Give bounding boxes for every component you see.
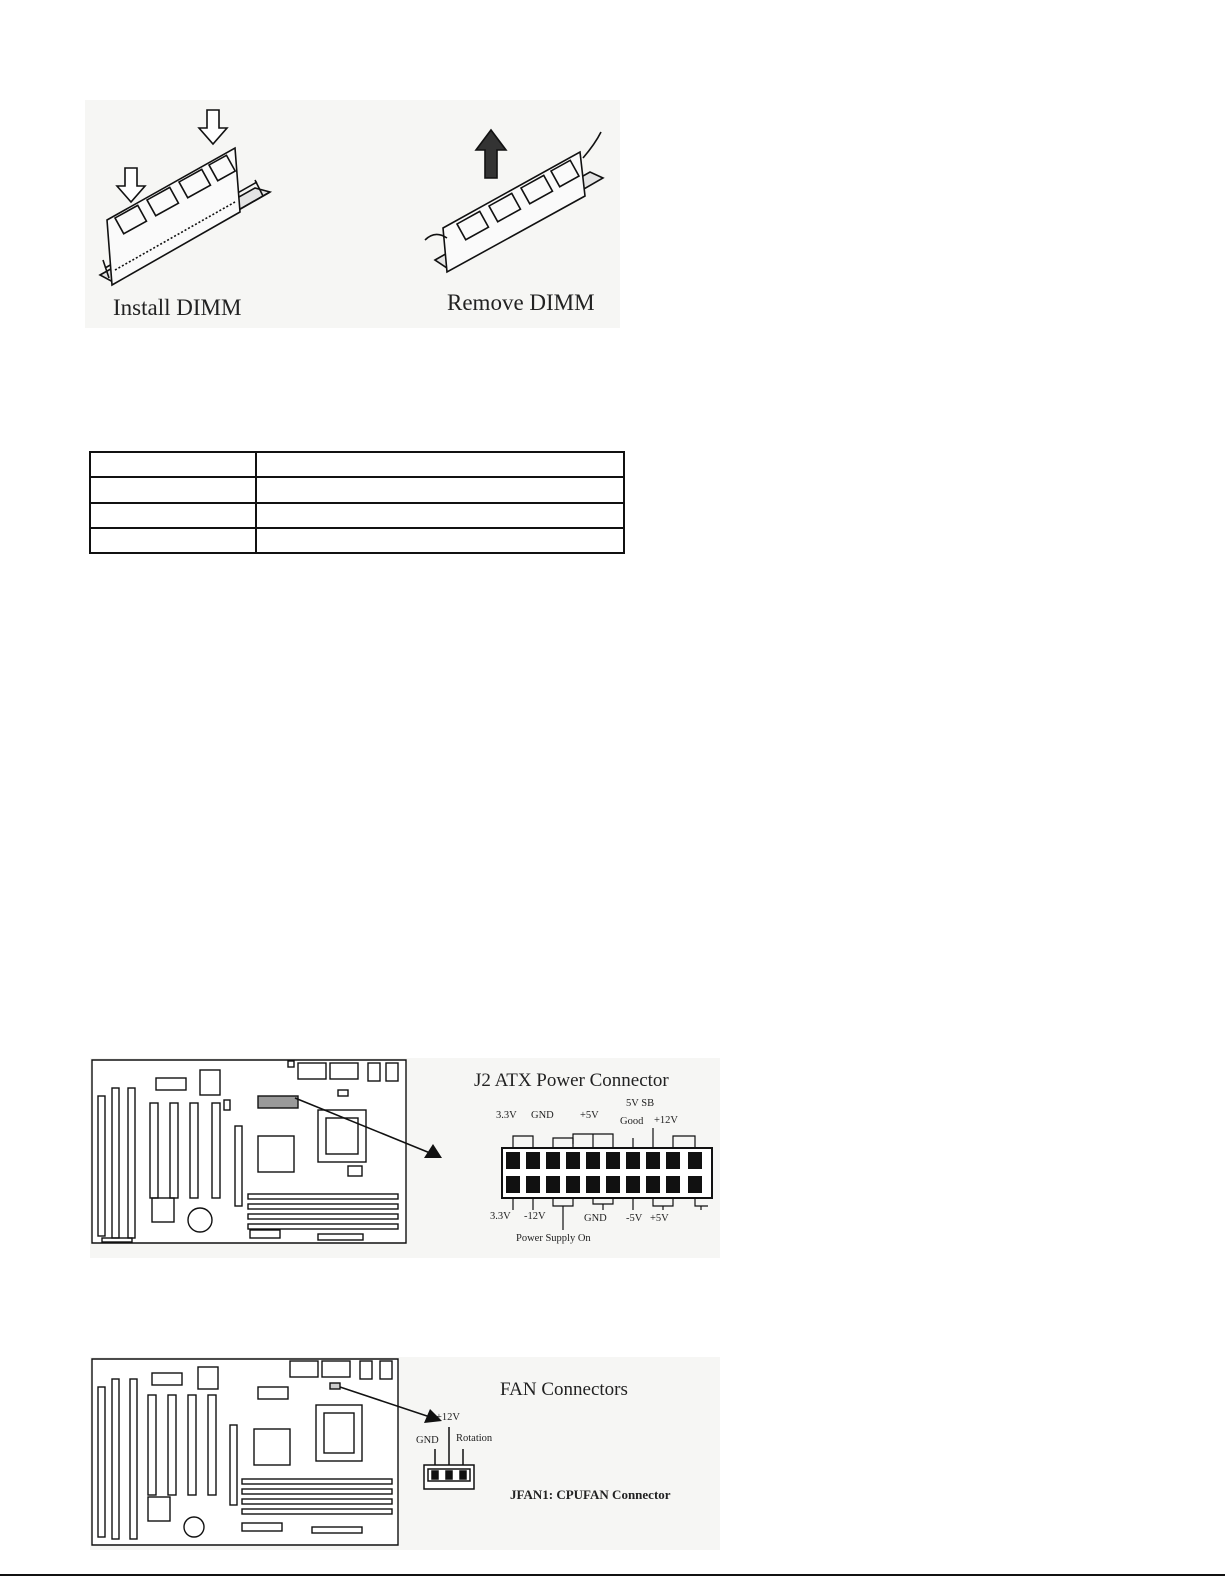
table-row <box>90 528 624 553</box>
table-row <box>90 503 624 528</box>
table-cell <box>90 528 256 553</box>
pin-label-5vsb: 5V SB <box>626 1098 655 1109</box>
memory-config-table <box>89 451 625 554</box>
pin-label-power-good: Good <box>620 1116 644 1127</box>
table-row <box>90 477 624 502</box>
pin-label-3-3v-bottom: 3.3V <box>490 1211 511 1222</box>
remove-dimm-drawing <box>425 130 603 272</box>
fan-pin-label-rotation: Rotation <box>456 1433 493 1444</box>
table-cell <box>90 477 256 502</box>
pin-label-3-3v-top: 3.3V <box>496 1110 517 1121</box>
pin-label-plus5v-bottom: +5V <box>650 1213 669 1224</box>
install-dimm-label: Install DIMM <box>113 295 242 320</box>
pin-label-gnd-top: GND <box>531 1110 554 1121</box>
table-cell <box>90 503 256 528</box>
install-dimm-drawing <box>100 110 270 285</box>
table-cell <box>256 477 624 502</box>
fan-connector-figure <box>90 1357 720 1550</box>
pin-label-plus12v: +12V <box>654 1115 679 1126</box>
atx-power-connector-title: J2 ATX Power Connector <box>474 1070 669 1091</box>
page-bottom-rule <box>0 1574 1225 1576</box>
atx-power-connector-figure <box>90 1058 720 1258</box>
cpufan-connector-caption: JFAN1: CPUFAN Connector <box>510 1487 671 1502</box>
dimm-install-remove-figure <box>85 100 620 328</box>
table-cell <box>90 452 256 477</box>
pin-label-gnd-bottom: GND <box>584 1213 607 1224</box>
pin-label-minus5v: -5V <box>626 1213 643 1224</box>
fan-connectors-title: FAN Connectors <box>500 1379 628 1400</box>
pin-label-power-supply-on: Power Supply On <box>516 1233 591 1244</box>
fan-pin-label-gnd: GND <box>416 1435 439 1446</box>
table-cell <box>256 528 624 553</box>
pin-label-plus5v-top: +5V <box>580 1110 599 1121</box>
table-row <box>90 452 624 477</box>
table-cell <box>256 503 624 528</box>
pin-label-minus12v: -12V <box>524 1211 546 1222</box>
table-cell <box>256 452 624 477</box>
fan-pin-label-plus12v: +12V <box>436 1412 461 1423</box>
remove-dimm-label: Remove DIMM <box>447 290 595 315</box>
